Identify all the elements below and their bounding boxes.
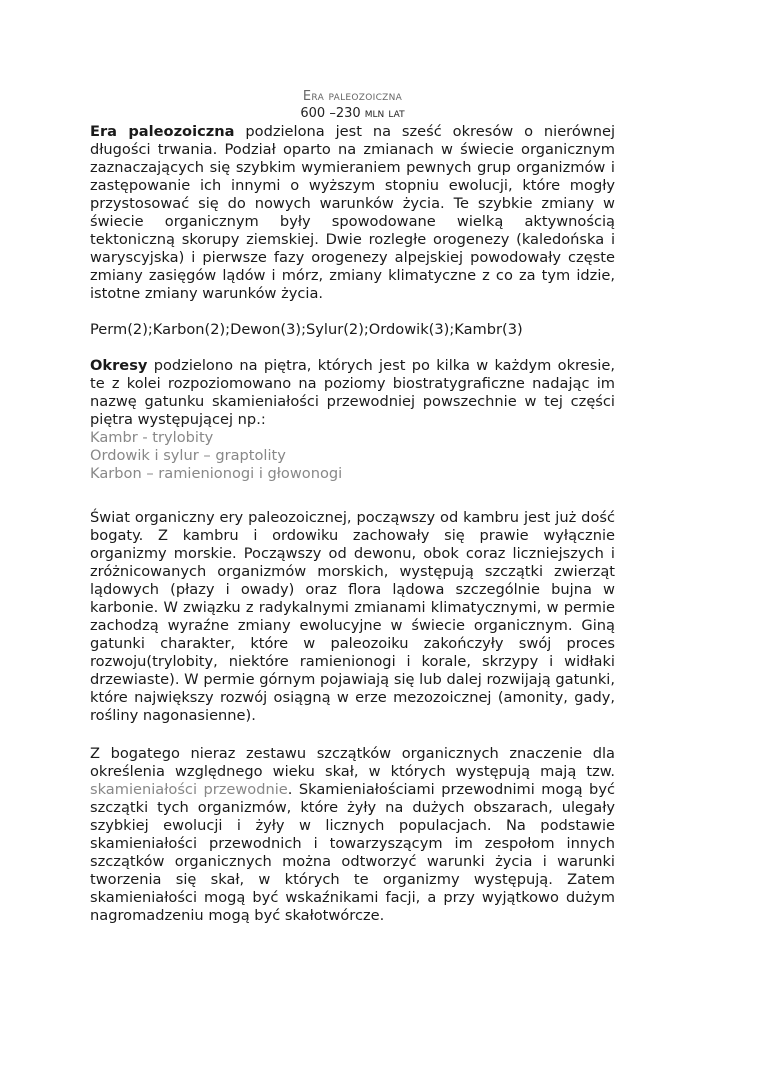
spacer — [90, 339, 615, 357]
spacer — [90, 725, 615, 745]
example-item: Karbon – ramienionogi i głowonogi — [90, 465, 343, 482]
document-page — [90, 88, 615, 925]
example-item: Ordowik i sylur – graptolity — [90, 447, 286, 464]
subtitle-unit: mln lat — [364, 106, 405, 121]
intro-paragraph — [90, 123, 615, 303]
periods-line: Perm(2);Karbon(2);Dewon(3);Sylur(2);Ordowik(3);Kambr(3) — [90, 321, 523, 338]
okresy-text: podzielono na piętra, których jest po kilka w każdym okresie, te z kolei rozpoziomowano na poziomy biostratygraficzne nadając im nazwę gatunku skamieniałości przewodniej powszechnie w tej części piętra występującej np.: — [90, 357, 615, 428]
zestaw-paragraph — [90, 745, 615, 925]
okresy-paragraph — [90, 357, 615, 429]
page-title: Era paleozoiczna — [302, 89, 403, 104]
swiat-paragraph: Świat organiczny ery paleozoicznej, począwszy od kambru jest już dość bogaty. Z kambru i ordowiku zachowały się prawie wyłącznie organizmy morskie. Począwszy od dewonu, obok coraz liczniejszych i zróżnicowanych organizmów morskich, występują szczątki zwierząt lądowych (płazy i owady) oraz flora lądowa szczególnie bujna w karbonie. W związku z radykalnymi zmianami klimatycznymi, w permie zachodzą wyraźne zmiany ewolucyjne w świecie organicznym. Giną gatunki charakter, które w paleozoiku zakończyły swój proces rozwoju(trylobity, niektóre ramienionogi i korale, skrzypy i widłaki drzewiaste). W permie górnym pojawiają się lub dalej rozwijają gatunki, które największy rozwój osiągną w erze mezozoicznej (amonity, gady, rośliny nagonasienne). — [90, 509, 615, 724]
zestaw-text-after: . Skamieniałościami przewodnimi mogą być szczątki tych organizmów, które żyły na dużych obszarach, ulegały szybkiej ewolucji i żyły w licznych populacjach. Na podstawie skamieniałości przewodnich i towarzyszącym im zespołom innych szczątków organicznych można odtworzyć warunki życia i warunki tworzenia się skał, w których te organizmy występują. Zatem skamieniałości mogą być wskaźnikami facji, a przy wyjątkowo dużym nagromadzeniu mogą być skałotwórcze. — [90, 781, 615, 924]
example-item: Kambr - trylobity — [90, 429, 214, 446]
subtitle-value: 600 –230 — [300, 106, 361, 121]
spacer — [90, 483, 615, 509]
zestaw-highlight: skamieniałości przewodnie — [90, 781, 288, 798]
okresy-lead: Okresy — [90, 357, 148, 374]
zestaw-text-before: Z bogatego nieraz zestawu szczątków organicznych znaczenie dla określenia względnego wieku skał, w których występują mają tzw. — [90, 745, 615, 780]
intro-lead: Era paleozoiczna — [90, 123, 235, 140]
page-subtitle — [90, 105, 615, 122]
intro-text: podzielona jest na sześć okresów o nierównej długości trwania. Podział oparto na zmianach w świecie organicznym zaznaczających się szybkim wymieraniem pewnych grup organizmów i zastępowanie ich innymi o wyższym stopniu ewolucji, które mogły przystosować się do nowych warunków życia. Te szybkie zmiany w świecie organicznym były spowodowane wielką aktywnością tektoniczną skorupy ziemskiej. Dwie rozległe orogenezy (kaledońska i waryscyjska) i pierwsze fazy orogenezy alpejskiej powodowały częste zmiany zasięgów lądów i mórz, zmiany klimatyczne z co za tym idzie, istotne zmiany warunków życia. — [90, 123, 615, 302]
spacer — [90, 303, 615, 321]
